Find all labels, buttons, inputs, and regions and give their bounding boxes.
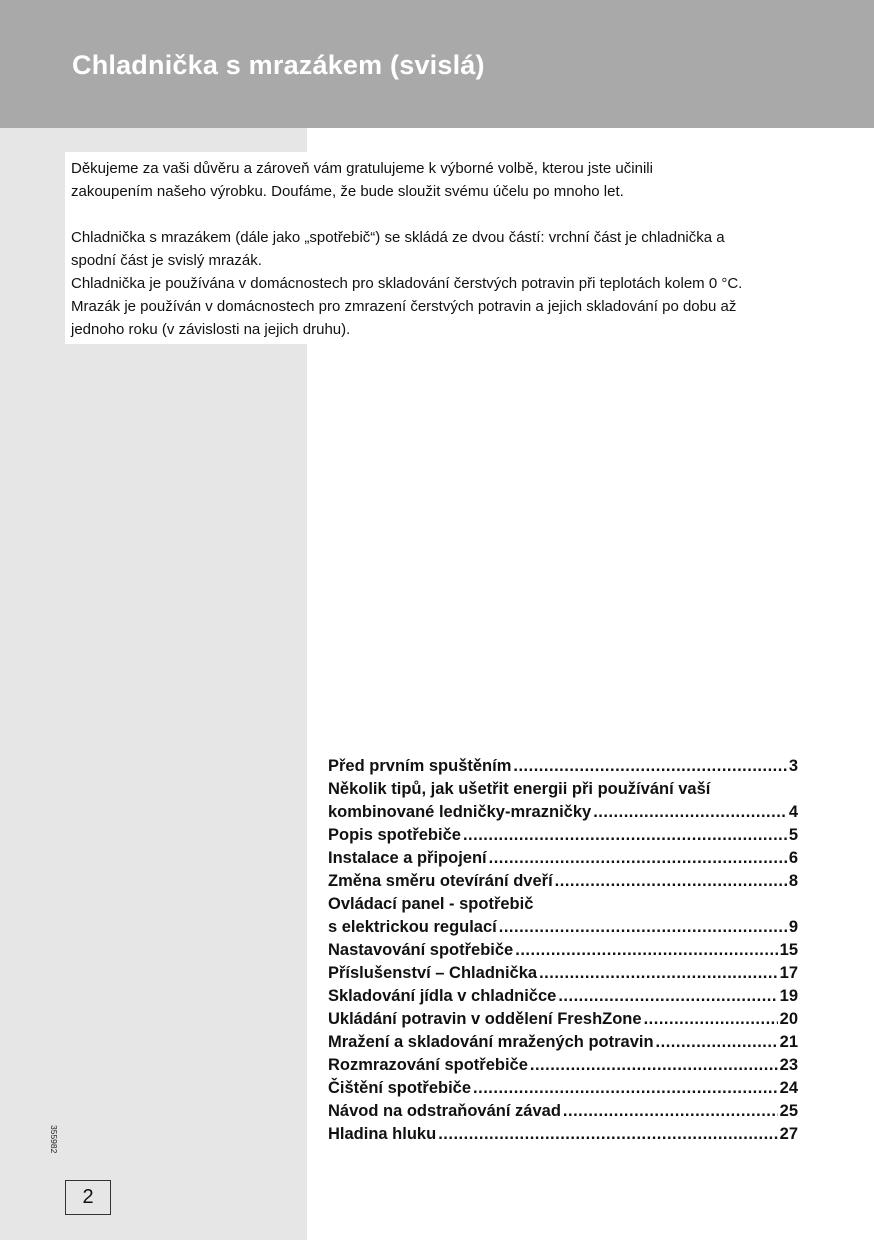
toc-entry[interactable] [328, 1031, 798, 1054]
toc-dot-leader [644, 1008, 778, 1031]
toc-entry-page: 25 [779, 1102, 798, 1120]
toc-entry-page: 4 [788, 803, 798, 821]
toc-entry-page: 19 [779, 987, 798, 1005]
page-number: 2 [65, 1180, 111, 1215]
toc-entry-title: Změna směru otevírání dveří [328, 872, 553, 890]
intro-paragraph-3: Chladnička je používána v domácnostech pro skladování čerstvých potravin při teplotách kolem 0 °C. [71, 275, 743, 292]
toc-entry-page: 20 [779, 1010, 798, 1028]
toc-dot-leader [513, 755, 786, 778]
toc-entry-page: 5 [788, 826, 798, 844]
toc-dot-leader [593, 801, 787, 824]
toc-entry[interactable] [328, 1100, 798, 1123]
toc-dot-leader [515, 939, 777, 962]
toc-entry-title: Příslušenství – Chladnička [328, 964, 538, 982]
toc-entry-page: 23 [779, 1056, 798, 1074]
toc-entry[interactable] [328, 1054, 798, 1077]
document-code-text: 355982 [49, 1125, 59, 1154]
toc-entry[interactable] [328, 755, 798, 778]
toc-entry-title: Hladina hluku [328, 1125, 437, 1143]
toc-entry[interactable] [328, 801, 798, 824]
toc-entry-page: 21 [779, 1033, 798, 1051]
toc-entry[interactable] [328, 870, 798, 893]
toc-dot-leader [463, 824, 787, 847]
toc-entry-title: Popis spotřebiče [328, 826, 461, 844]
toc-dot-leader [473, 1077, 778, 1100]
toc-dot-leader [555, 870, 787, 893]
toc-entry-page: 3 [788, 757, 798, 775]
toc-dot-leader [530, 1054, 778, 1077]
toc-entry-page: 27 [779, 1125, 798, 1143]
toc-entry-title: Čištění spotřebiče [328, 1079, 472, 1097]
toc-dot-leader [499, 916, 787, 939]
intro-paragraph-2-line-1: Chladnička s mrazákem (dále jako „spotřebič“) se skládá ze dvou částí: vrchní část je chladnička a [71, 229, 725, 246]
toc-entry-title: kombinované ledničky-mrazničky [328, 803, 592, 821]
intro-paragraph-4-line-2: jednoho roku (v závislosti na jejich druhu). [71, 321, 351, 338]
toc-entry[interactable] [328, 847, 798, 870]
toc-entry-page: 15 [779, 941, 798, 959]
toc-entry[interactable] [328, 1123, 798, 1146]
toc-entry-title: Mražení a skladování mražených potravin [328, 1033, 654, 1051]
toc-entry[interactable] [328, 985, 798, 1008]
toc-entry[interactable] [328, 1008, 798, 1031]
intro-paragraph-2-line-2: spodní část je svislý mrazák. [71, 252, 262, 269]
toc-entry-title: Návod na odstraňování závad [328, 1102, 561, 1120]
toc-entry-page: 8 [788, 872, 798, 890]
toc-dot-leader [563, 1100, 778, 1123]
toc-entry-title: Před prvním spuštěním [328, 757, 512, 775]
intro-paragraph-4-line-1: Mrazák je používán v domácnostech pro zmrazení čerstvých potravin a jejich skladování po dobu až [71, 298, 737, 315]
toc-entry-page: 6 [788, 849, 798, 867]
toc-entry[interactable] [328, 939, 798, 962]
toc-entry[interactable] [328, 916, 798, 939]
toc-dot-leader [656, 1031, 778, 1054]
toc-dot-leader [558, 985, 777, 1008]
toc-entry-page: 17 [779, 964, 798, 982]
toc-dot-leader [539, 962, 778, 985]
toc-entry-title: Nastavování spotřebiče [328, 941, 514, 959]
toc-entry-title-line-1[interactable]: Několik tipů, jak ušetřit energii při používání vaší [328, 780, 711, 798]
toc-entry[interactable] [328, 824, 798, 847]
toc-entry-title-line-1[interactable]: Ovládací panel - spotřebič [328, 895, 534, 913]
intro-paragraph-1-line-1: Děkujeme za vaši důvěru a zároveň vám gratulujeme k výborné volbě, kterou jste učinili [71, 160, 653, 177]
intro-paragraph-1-line-2: zakoupením našeho výrobku. Doufáme, že bude sloužit svému účelu po mnoho let. [71, 183, 624, 200]
toc-entry-title: Rozmrazování spotřebiče [328, 1056, 528, 1074]
document-code [49, 1125, 65, 1165]
toc-entry-title: Ukládání potravin v oddělení FreshZone [328, 1010, 642, 1028]
toc-entry-page: 9 [788, 918, 798, 936]
toc-entry-title: Skladování jídla v chladničce [328, 987, 557, 1005]
toc-entry[interactable] [328, 1077, 798, 1100]
toc-dot-leader [438, 1123, 777, 1146]
toc-entry-title: s elektrickou regulací [328, 918, 497, 936]
toc-entry-page: 24 [779, 1079, 798, 1097]
toc-entry[interactable] [328, 962, 798, 985]
toc-dot-leader [489, 847, 787, 870]
toc-entry-title: Instalace a připojení [328, 849, 487, 867]
page-title: Chladnička s mrazákem (svislá) [72, 50, 485, 80]
table-of-contents [328, 755, 798, 1146]
